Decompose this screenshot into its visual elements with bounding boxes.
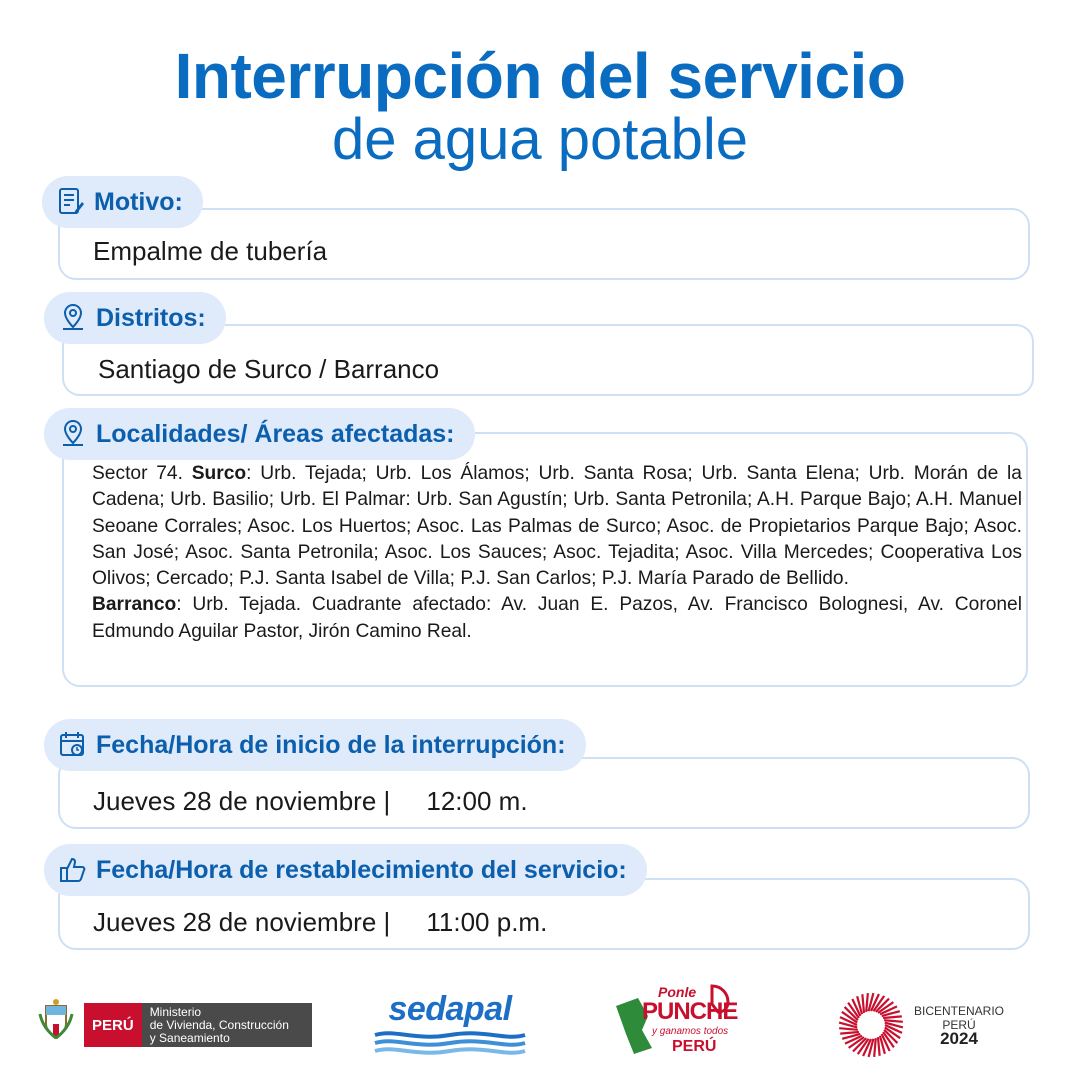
inicio-value: Jueves 28 de noviembre | 12:00 m. bbox=[93, 786, 528, 816]
ponle-peru-text: PERÚ bbox=[672, 1038, 717, 1055]
page-subtitle: de agua potable bbox=[331, 107, 749, 172]
location-pin-icon bbox=[58, 419, 88, 449]
localidades-label: Localidades/ Áreas afectadas: bbox=[96, 419, 455, 448]
punche-text: PUNCHE bbox=[642, 998, 738, 1025]
calendar-clock-icon bbox=[58, 730, 88, 760]
bicentenario-label: BICENTENARIO bbox=[914, 1004, 1005, 1018]
inicio-pill bbox=[44, 719, 586, 771]
ministerio-line1: Ministerio bbox=[149, 1005, 202, 1019]
bicentenario-peru: PERÚ bbox=[942, 1018, 976, 1032]
barranco-label: Barranco bbox=[92, 594, 177, 616]
restablecimiento-label: Fecha/Hora de restablecimiento del servicio: bbox=[96, 855, 627, 884]
peru-label: PERÚ bbox=[84, 1003, 142, 1047]
localidades-pill bbox=[44, 408, 475, 460]
ganamos-text: y ganamos todos bbox=[652, 1026, 729, 1037]
ministerio-logo bbox=[36, 990, 312, 1060]
motivo-label: Motivo: bbox=[94, 187, 183, 216]
sedapal-logo bbox=[370, 990, 530, 1060]
areas-text bbox=[92, 461, 1022, 645]
location-pin-icon bbox=[58, 303, 88, 333]
restablecimiento-value: Jueves 28 de noviembre | 11:00 p.m. bbox=[93, 907, 548, 937]
bicentenario-burst-icon bbox=[836, 990, 906, 1060]
checklist-icon bbox=[56, 187, 86, 217]
distritos-pill bbox=[44, 292, 226, 344]
sedapal-text: sedapal bbox=[388, 990, 512, 1028]
ponle-text: Ponle bbox=[658, 984, 697, 1000]
thumbs-up-icon bbox=[58, 855, 88, 885]
coat-of-arms-icon bbox=[36, 998, 76, 1053]
ministerio-line3: y Saneamiento bbox=[149, 1031, 230, 1045]
surco-label: Surco bbox=[191, 463, 247, 484]
waves-icon bbox=[370, 1029, 530, 1055]
page-title: Interrupción del servicio bbox=[174, 40, 906, 112]
ministerio-line2: de Vivienda, Construcción bbox=[149, 1018, 289, 1032]
motivo-value: Empalme de tubería bbox=[93, 236, 328, 266]
distritos-value: Santiago de Surco / Barranco bbox=[98, 354, 440, 384]
distritos-label: Distritos: bbox=[96, 303, 206, 332]
motivo-pill bbox=[42, 176, 203, 228]
ponle-punche-logo bbox=[612, 984, 742, 1060]
bicentenario-logo bbox=[836, 990, 1004, 1060]
bicentenario-text bbox=[914, 1004, 1004, 1046]
barranco-text: : Urb. Tejada. Cuadrante afectado: Av. Juan E. Pazos, Av. Francisco Bolognesi, Av. Coronel Edmundo Aguilar Pastor, Jirón Camino Real. bbox=[92, 594, 1022, 642]
inicio-label: Fecha/Hora de inicio de la interrupción: bbox=[96, 730, 566, 759]
surco-text: : Urb. Tejada; Urb. Los Álamos; Urb. Santa Rosa; Urb. Santa Elena; Urb. Morán de la Cadena; Urb. Basilio; Urb. El Palmar: Urb. San Agustín; Urb. Santa Petronila; A.H. Parque Bajo; A.H. Manuel Seoane Corrales; Asoc. Los Huertos; Asoc. Las Palmas de Surco; Asoc. de Propietarios Parque Bajo; Asoc. San José; Asoc. Santa Petronila; Asoc. Los Sauces; Asoc. Tejadita; Asoc. Villa Mercedes; Cooperativa Los Olivos; Cercado; P.J. Santa Isabel de Villa; P.J. San Carlos; P.J. María Parado de Bellido. bbox=[92, 463, 1022, 590]
bicentenario-year: 2024 bbox=[940, 1029, 978, 1048]
sector-prefix: Sector 74. bbox=[92, 463, 192, 484]
restablecimiento-pill bbox=[44, 844, 647, 896]
ministerio-text bbox=[142, 1003, 312, 1047]
